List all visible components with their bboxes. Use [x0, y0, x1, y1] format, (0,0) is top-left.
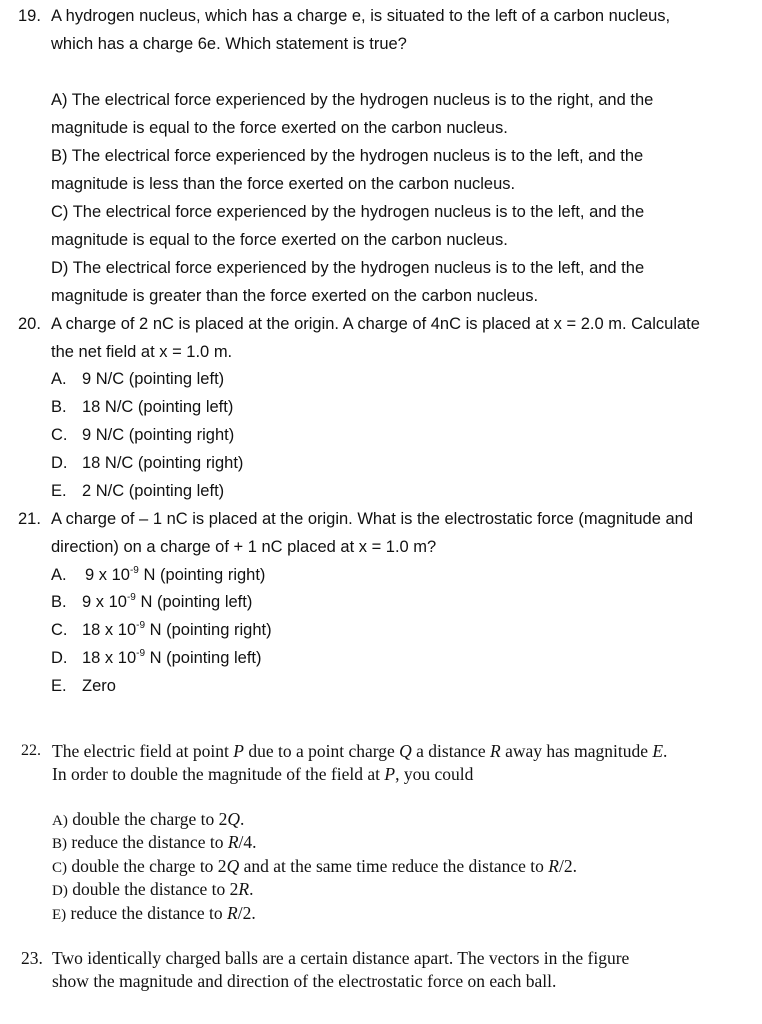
question-number: 22. [21, 742, 41, 759]
option-a-line: magnitude is equal to the force exerted on the carbon nucleus. [51, 119, 508, 137]
option-b-line: B) The electrical force experienced by the hydrogen nucleus is to the left, and the [51, 147, 644, 165]
option-d-line: D) The electrical force experienced by the hydrogen nucleus is to the left, and the [51, 259, 645, 277]
option-letter: A. [51, 370, 67, 388]
option-text: 18 x $10^{-9}$ N (pointing right) [82, 619, 272, 639]
option-letter: B. [51, 398, 67, 416]
option-text: 18 x $10^{-9}$ N (pointing left) [82, 647, 262, 667]
option-e: E) reduce the distance to R/2. [52, 903, 256, 923]
question-stem-line: The electric field at point P due to a point charge Q a distance R away has magnitude E. [52, 741, 668, 761]
exponent: -9 [136, 647, 146, 659]
question-stem-line: A hydrogen nucleus, which has a charge e, is situated to the left of a carbon nucleus, [51, 7, 671, 25]
question-stem-line: show the magnitude and direction of the electrostatic force on each ball. [52, 971, 557, 991]
option-b: B) reduce the distance to R/4. [52, 832, 257, 852]
option-text: 9 x $10^{-9}$ N (pointing right) [85, 564, 266, 584]
exponent: -9 [129, 564, 139, 576]
question-stem-line: direction) on a charge of + 1 nC placed at x = 1.0 m? [51, 538, 437, 556]
question-number: 21. [18, 510, 41, 528]
option-letter: C. [51, 426, 68, 444]
option-letter: D. [51, 454, 68, 472]
question-stem-line: A charge of – 1 nC is placed at the origin. What is the electrostatic force (magnitude and [51, 510, 694, 528]
option-letter: D. [51, 649, 68, 667]
option-d-line: magnitude is greater than the force exerted on the carbon nucleus. [51, 287, 539, 305]
option-b-line: magnitude is less than the force exerted on the carbon nucleus. [51, 175, 516, 193]
question-stem-line: A charge of 2 nC is placed at the origin. A charge of 4nC is placed at x = 2.0 m. Calculate [51, 315, 700, 333]
question-number: 23. [21, 948, 43, 968]
option-text: Zero [82, 677, 116, 695]
question-stem-line: In order to double the magnitude of the field at P, you could [52, 764, 474, 784]
question-number: 20. [18, 315, 41, 333]
option-letter: C. [51, 621, 68, 639]
option-text: 9 N/C (pointing right) [82, 426, 235, 444]
option-a: A) double the charge to 2Q. [52, 809, 245, 829]
option-letter: E. [51, 482, 67, 500]
option-c-line: C) The electrical force experienced by the hydrogen nucleus is to the left, and the [51, 203, 645, 221]
exponent: -9 [126, 591, 136, 603]
option-c-line: magnitude is equal to the force exerted on the carbon nucleus. [51, 231, 508, 249]
option-text: 9 N/C (pointing left) [82, 370, 225, 388]
question-stem-line: the net field at x = 1.0 m. [51, 343, 233, 361]
option-letter: E. [51, 677, 67, 695]
option-d: D) double the distance to 2R. [52, 879, 254, 899]
option-text: 9 x $10^{-9}$ N (pointing left) [82, 591, 253, 611]
option-letter: A. [51, 566, 67, 584]
exponent: -9 [136, 619, 146, 631]
question-stem-line: which has a charge 6e. Which statement is true? [51, 35, 407, 53]
option-text: 2 N/C (pointing left) [82, 482, 225, 500]
question-number: 19. [18, 7, 41, 25]
option-c: C) double the charge to 2Q and at the same time reduce the distance to R/2. [52, 856, 577, 876]
option-a-line: A) The electrical force experienced by the hydrogen nucleus is to the right, and the [51, 91, 654, 109]
option-letter: B. [51, 593, 67, 611]
option-text: 18 N/C (pointing right) [82, 454, 244, 472]
option-text: 18 N/C (pointing left) [82, 398, 234, 416]
question-stem-line: Two identically charged balls are a certain distance apart. The vectors in the figure [52, 948, 630, 968]
